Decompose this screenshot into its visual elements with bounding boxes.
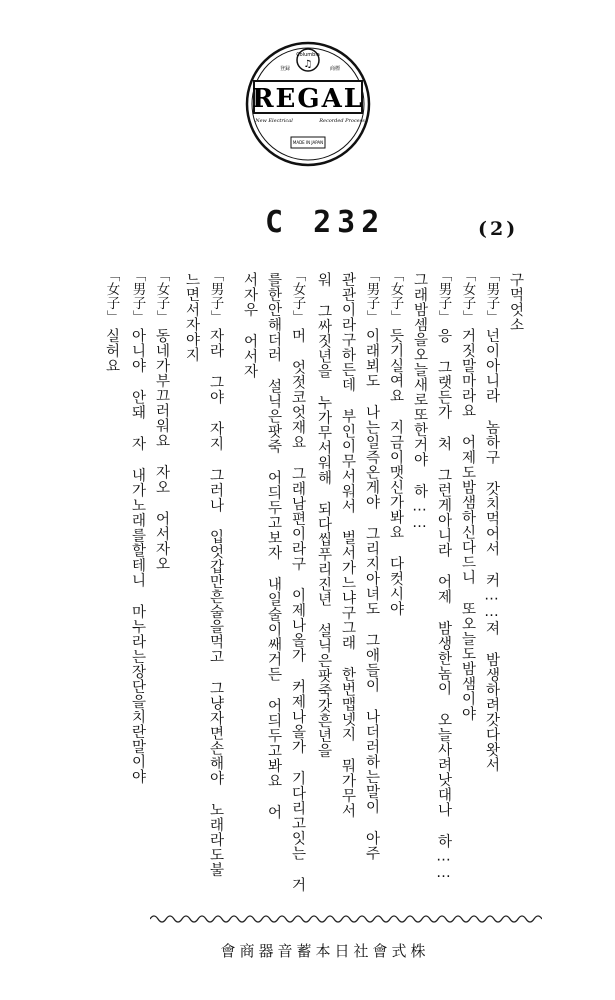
line-text: 듯기실여요 지금이맷신가봐요 다컷시야 (387, 328, 404, 616)
publisher-footer: 會商器音蓄本日社會式株 (220, 942, 430, 960)
logo-tl-mark: 登録 (280, 66, 291, 72)
logo-brand: REGAL (251, 84, 365, 114)
line-text: 실허요 (103, 328, 120, 373)
speaker-label: 「女子」 (387, 268, 404, 324)
lyric-line (242, 268, 257, 893)
lyric-line (364, 268, 379, 893)
lyric-line (266, 268, 281, 893)
line-text: 동네가부끄러워요 자오 어서자오 (153, 328, 170, 571)
regal-logo (244, 40, 372, 168)
line-text: 이래뵈도 나는일즉온게야 그리지아녀도 그애들이 나더러하는말이 아주 (363, 328, 380, 861)
line-text: 넌이아니라 놈하구 갓치먹어서 커……져 밤생하려갓다왓서 (483, 328, 500, 772)
lyric-line (388, 268, 403, 893)
line-text: 머 엇젓코엇재요 그래남편이라구 이제나올가 커제나올가 기다리고잇는 거 (289, 328, 306, 892)
line-text: 거짓말마라요 어제도밤샘하신다드니 또오늘도밤샘이야 (459, 328, 476, 721)
line-text: 구먹엇소 (507, 272, 524, 332)
line-text: 서자우 어서자 (241, 272, 258, 379)
line-text: 자라 그야 자지 그러나 입엇갑만흔술을먹고 그냥자면손해야 노래라도불 (207, 328, 224, 877)
speaker-label: 「男子」 (129, 268, 146, 324)
speaker-label: 「男子」 (483, 268, 500, 324)
line-text: 아니야 안돼 자 내가노래를할테니 마누라는장단을치란말이야 (129, 328, 146, 784)
line-text: 응 그랫든가 처 그런게아니라 어제 밤생한놈이 오늘사려낫대나 하…… (435, 328, 452, 882)
line-text: 워 그싸짓년을 누가무서워해 되다씹푸리진년 설닉은팟죽갓흔년을 (315, 272, 332, 758)
line-text: 관관이라구하든데 부인이무서워서 벌서가느냐구그래 한번맵넷지 뭐가무서 (339, 272, 356, 818)
catalog-number: C 232 (265, 205, 386, 240)
speaker-label: 「女子」 (153, 268, 170, 324)
music-note-icon: ♫ (303, 59, 313, 70)
lyric-line (436, 268, 451, 893)
logo-top-text: Columbia (296, 52, 320, 58)
logo-right-text: Recorded Process (319, 118, 365, 124)
lyric-line (184, 268, 199, 893)
speaker-label: 「女子」 (289, 268, 306, 324)
wavy-divider (150, 912, 542, 926)
lyric-line (340, 268, 355, 893)
line-text: 를한안해더러 설닉은팟죽 어듸두고보자 내일술이쌔거든 어듸두고봐요 어 (265, 272, 282, 820)
speaker-label: 「男子」 (207, 268, 224, 324)
lyric-line (154, 268, 169, 893)
lyric-line (484, 268, 499, 893)
logo-tr-mark: 商標 (330, 66, 341, 72)
logo-bottom-text: MADE IN JAPAN (292, 140, 324, 145)
lyric-line (412, 268, 427, 893)
speaker-label: 「女子」 (459, 268, 476, 324)
regal-label-emblem (244, 40, 372, 168)
lyric-line (316, 268, 331, 893)
speaker-label: 「男子」 (363, 268, 380, 324)
lyric-line (290, 268, 305, 893)
page-number: (2) (478, 218, 519, 240)
lyric-line (104, 268, 119, 893)
logo-left-text: New Electrical (255, 118, 293, 124)
line-text: 느면서자야지 (183, 272, 200, 362)
lyric-line (130, 268, 145, 893)
speaker-label: 「女子」 (103, 268, 120, 324)
lyric-line (208, 268, 223, 893)
lyric-line (460, 268, 475, 893)
lyric-line (508, 268, 523, 893)
speaker-label: 「男子」 (435, 268, 452, 324)
line-text: 그래밤셈을오늘새로또한거야 하…… (411, 272, 428, 532)
